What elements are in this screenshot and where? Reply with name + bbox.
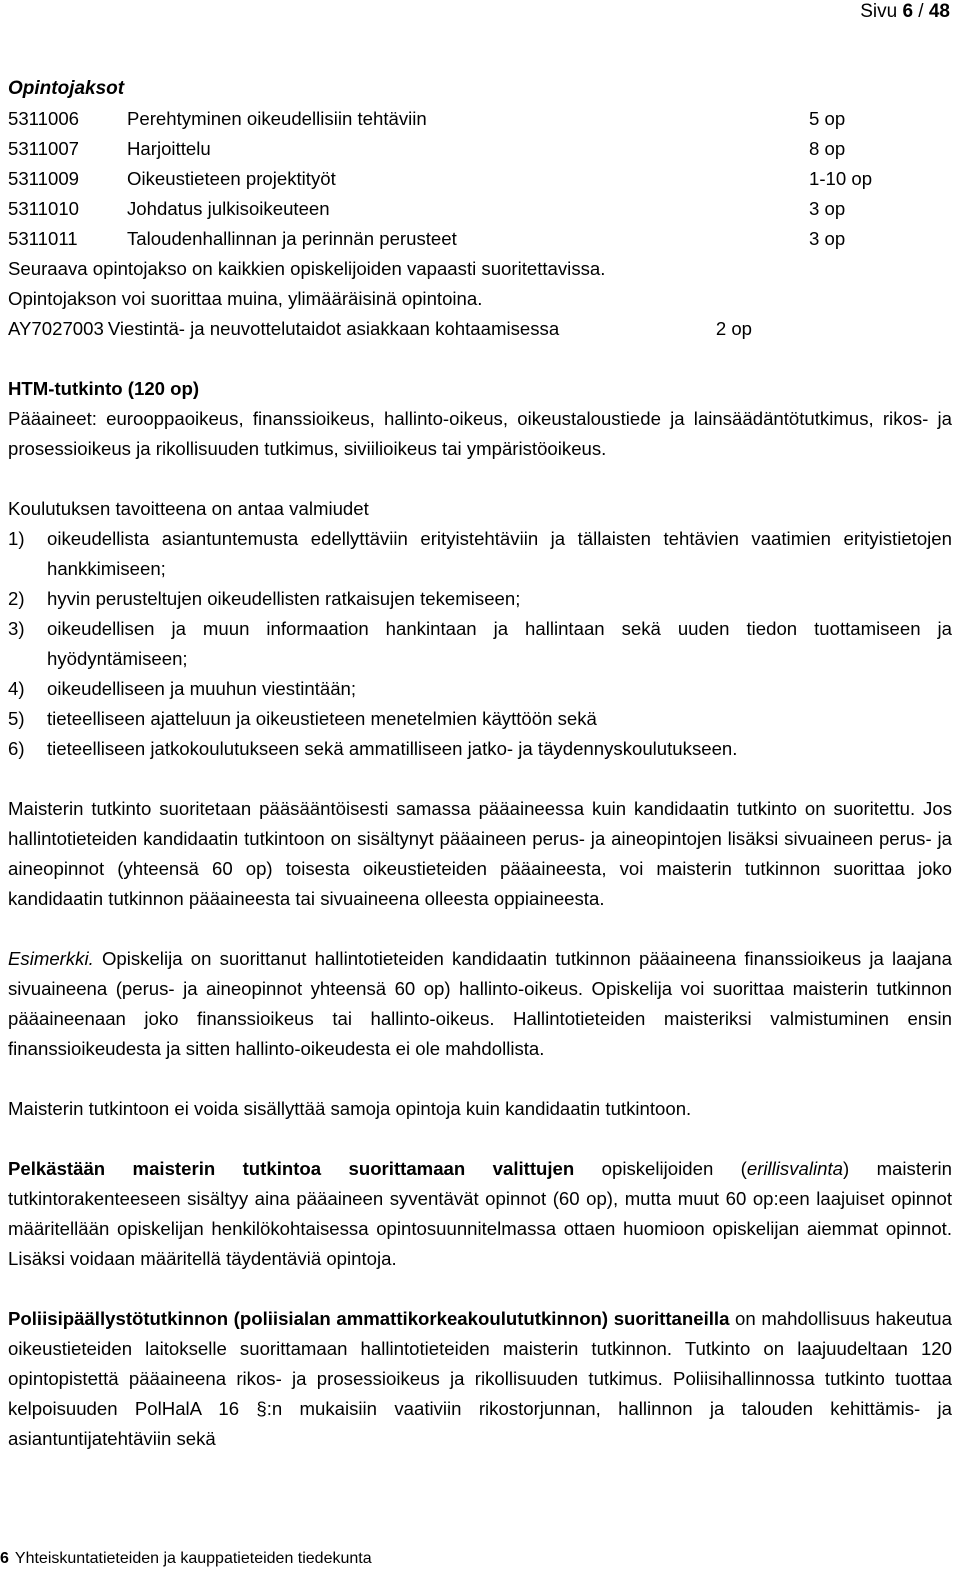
course-code: 5311010 xyxy=(8,198,80,219)
page-label: Sivu xyxy=(860,1,903,22)
paragraph-text: opiskelijoiden ( xyxy=(574,1158,747,1179)
course-note: Seuraava opintojakso on kaikkien opiskelijoiden vapaasti suoritettavissa. xyxy=(8,258,606,279)
course-name: Taloudenhallinnan ja perinnän perusteet xyxy=(127,228,457,249)
course-credits: 3 op xyxy=(809,198,846,219)
police-paragraph xyxy=(8,1304,952,1454)
course-name: Oikeustieteen projektityöt xyxy=(127,168,336,189)
course-credits: 1-10 op xyxy=(809,168,873,189)
course-code: 5311011 xyxy=(8,228,78,249)
list-item xyxy=(8,614,952,674)
list-number: 5) xyxy=(8,708,25,729)
document-body xyxy=(8,74,952,1454)
paragraph-text: ) maisterin tutkintorakenteeseen sisältyy aina pääaineen syventävät opinnot (60 op), mutta muut 60 op:een laajuiset opinnot määritellään opiskelijan henkilökohtaisessa opintosuunnitelmassa ottaen huomioon opiskelijan aiemmat opinnot. Lisäksi voidaan määritellä täydentäviä opintoja. xyxy=(8,1158,952,1269)
course-row xyxy=(8,164,952,194)
course-name: Perehtyminen oikeudellisiin tehtäviin xyxy=(127,108,427,129)
list-text: oikeudelliseen ja muuhun viestintään; xyxy=(47,678,357,699)
paragraph-text: on mahdollisuus hakeutua oikeustieteiden laitokselle suorittamaan hallintotieteiden maisterin tutkinnon. Tutkinto on laajuudeltaan 120 opintopistettä pääaineena rikos- ja prosessioikeus ja rikollisuuden tutkimus. Poliisihallinnossa tutkinto tuottaa kelpoisuuden PolHalA 16 §:n mukaisiin vaativiin rikostorjunnan, hallinnon ja talouden kehittämis- ja asiantuntijatehtäviin sekä xyxy=(8,1308,952,1449)
page-separator: / xyxy=(913,1,929,22)
separate-admission-term: erillisvalinta xyxy=(746,1158,843,1179)
main-paragraph: Maisterin tutkinto suoritetaan pääsääntöisesti samassa pääaineessa kuin kandidaatin tutkinto on suoritettu. Jos hallintotieteiden kandidaatin tutkintoon on sisältynyt pääaineen perus- ja aineopintojen lisäksi sivuaineen perus- ja aineopinnot (yhteensä 60 op) toisesta oikeustieteiden pääaineesta, voi maisterin tutkinnon suorittaa joko kandidaatin tutkinnon pääaineesta tai sivuaineena olleesta oppiaineesta. xyxy=(8,798,952,909)
list-text: tieteelliseen jatkokoulutukseen sekä ammatilliseen jatko- ja täydennyskoulutukseen. xyxy=(47,738,738,759)
police-lead: Poliisipäällystötutkinnon (poliisialan ammattikorkeakoulututkinnon) suorittaneilla xyxy=(8,1308,730,1329)
list-item xyxy=(8,584,952,614)
restriction-paragraph: Maisterin tutkintoon ei voida sisällyttää samoja opintoja kuin kandidaatin tutkintoon. xyxy=(8,1098,692,1119)
list-number: 6) xyxy=(8,738,25,759)
list-number: 3) xyxy=(8,618,25,639)
course-row xyxy=(8,224,952,254)
course-name: Johdatus julkisoikeuteen xyxy=(127,198,330,219)
goals-intro: Koulutuksen tavoitteena on antaa valmiudet xyxy=(8,498,369,519)
course-list xyxy=(8,104,952,254)
example-paragraph xyxy=(8,944,952,1064)
separate-admission-lead: Pelkästään maisterin tutkintoa suorittamaan valittujen xyxy=(8,1158,575,1179)
page-footer xyxy=(0,1547,372,1571)
page-number-header xyxy=(860,0,950,24)
course-code: 5311006 xyxy=(8,108,80,129)
course-row xyxy=(8,194,952,224)
course-code: AY7027003 xyxy=(8,318,104,339)
course-note: Opintojakson voi suorittaa muina, ylimääräisinä opintoina. xyxy=(8,288,483,309)
list-text: oikeudellista asiantuntemusta edellyttäviin erityistehtäviin ja tällaisten tehtävien vaatimien erityistietojen hankkimiseen; xyxy=(47,528,952,579)
total-pages: 48 xyxy=(928,1,950,22)
list-item xyxy=(8,704,952,734)
list-item xyxy=(8,524,952,584)
course-row xyxy=(8,134,952,164)
course-credits: 3 op xyxy=(809,228,846,249)
course-name: Harjoittelu xyxy=(127,138,211,159)
course-code: 5311007 xyxy=(8,138,80,159)
list-number: 2) xyxy=(8,588,25,609)
course-code: 5311009 xyxy=(8,168,80,189)
majors-paragraph: Pääaineet: eurooppaoikeus, finanssioikeus, hallinto-oikeus, oikeustaloustiede ja lainsäädäntötutkimus, rikos- ja prosessioikeus ja rikollisuuden tutkimus, siviilioikeus tai ympäristöoikeus. xyxy=(8,408,952,459)
course-credits: 8 op xyxy=(809,138,846,159)
course-name: Viestintä- ja neuvottelutaidot asiakkaan kohtaamisessa xyxy=(107,318,560,339)
list-number: 1) xyxy=(8,528,25,549)
separate-admission-paragraph xyxy=(8,1154,952,1274)
example-label: Esimerkki. xyxy=(8,948,94,969)
list-text: hyvin perusteltujen oikeudellisten ratkaisujen tekemiseen; xyxy=(47,588,521,609)
list-text: oikeudellisen ja muun informaation hankintaan ja hallintaan sekä uuden tiedon tuottamiseen ja hyödyntämiseen; xyxy=(47,618,952,669)
current-page: 6 xyxy=(902,1,914,22)
list-number: 4) xyxy=(8,678,25,699)
footer-page-number: 6 xyxy=(0,1550,9,1567)
list-item xyxy=(8,734,952,764)
course-row-extra xyxy=(8,314,952,344)
goals-list xyxy=(8,524,952,764)
htm-heading: HTM-tutkinto (120 op) xyxy=(8,378,200,399)
list-item xyxy=(8,674,952,704)
list-text: tieteelliseen ajatteluun ja oikeustieteen menetelmien käyttöön sekä xyxy=(47,708,597,729)
footer-faculty: Yhteiskuntatieteiden ja kauppatieteiden tiedekunta xyxy=(14,1550,372,1567)
course-credits: 5 op xyxy=(809,108,846,129)
course-row xyxy=(8,104,952,134)
courses-title: Opintojaksot xyxy=(8,78,125,99)
course-credits: 2 op xyxy=(715,318,753,339)
example-text: Opiskelija on suorittanut hallintotieteiden kandidaatin tutkinnon pääaineena finanssioikeus ja laajana sivuaineena (perus- ja aineopinnot yhteensä 60 op) hallinto-oikeus. Opiskelija voi suorittaa maisterin tutkinnon pääaineenaan joko finanssioikeus tai hallinto-oikeus. Hallintotieteiden maisteriksi valmistuminen ensin finanssioikeudesta ja sitten hallinto-oikeudesta ei ole mahdollista. xyxy=(8,948,952,1059)
